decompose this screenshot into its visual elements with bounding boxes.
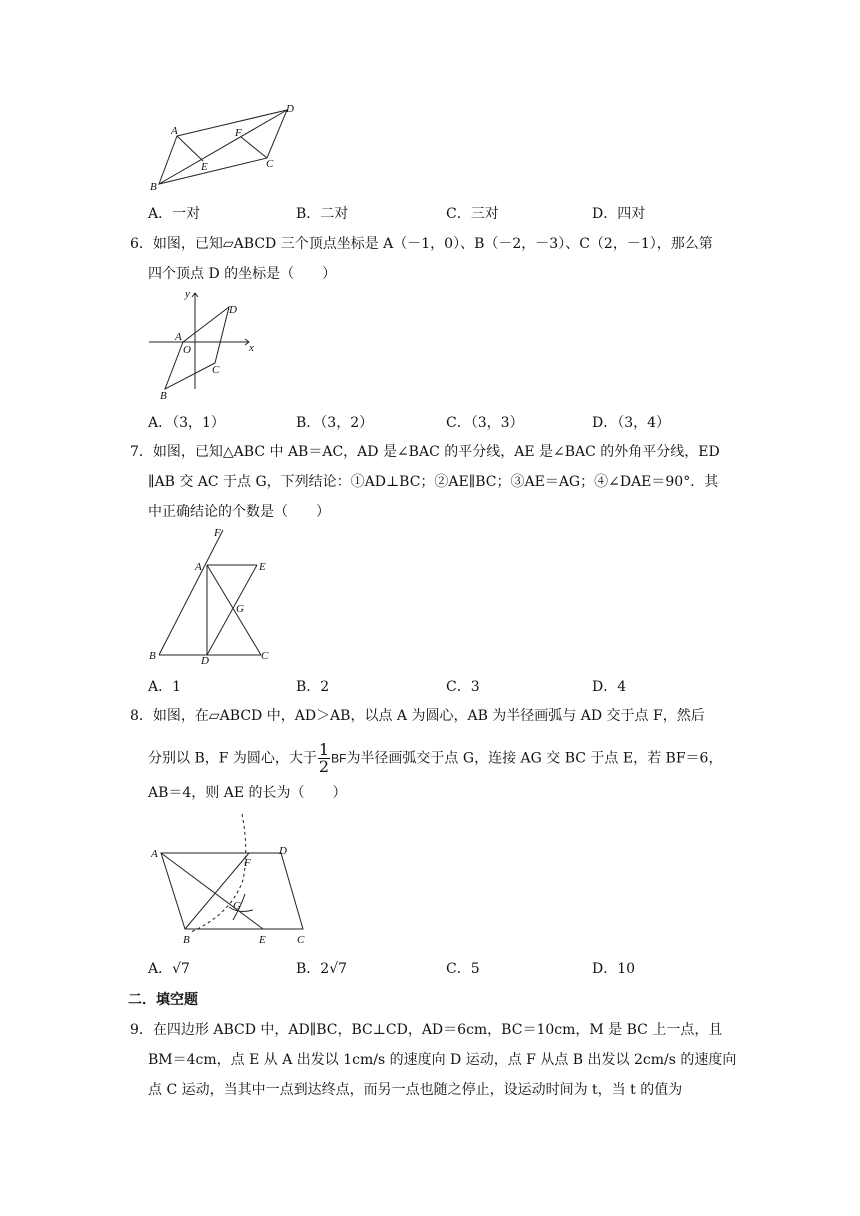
q8-fraction-denominator: 2 bbox=[318, 757, 330, 776]
q8-line-3: AB＝4，则 AE 的长为（ ） bbox=[148, 785, 347, 801]
q5-label-b: B bbox=[150, 181, 157, 193]
q6-line-1: 6．如图，已知▱ABCD 三个顶点坐标是 A（－1，0）、B（－2，－3）、C（2，－1），那么第 bbox=[130, 236, 713, 252]
q7-label-d: D bbox=[201, 655, 209, 667]
q8-label-c: C bbox=[297, 934, 305, 946]
q6-option-d: D．（3，4） bbox=[592, 415, 671, 431]
q7-label-f: F bbox=[214, 527, 221, 539]
q8-line-2 bbox=[148, 742, 722, 775]
q7-line-1: 7．如图，已知△ABC 中 AB＝AC，AD 是∠BAC 的平分线，AE 是∠BAC 的外角平分线，ED bbox=[130, 444, 720, 460]
q8-label-f: F bbox=[244, 857, 251, 869]
q5-label-c: C bbox=[266, 158, 274, 170]
q8-label-g: G bbox=[233, 900, 241, 912]
q8-fraction bbox=[318, 742, 330, 775]
q5-label-e: E bbox=[201, 161, 208, 173]
q8-option-d: D．10 bbox=[592, 961, 636, 977]
q6-coordinate-figure bbox=[145, 285, 265, 405]
q6-label-b: B bbox=[160, 390, 167, 402]
q5-label-a: A bbox=[171, 125, 178, 137]
q8-line-1: 8．如图，在▱ABCD 中，AD＞AB，以点 A 为圆心，AB 为半径画弧与 AD 交于点 F，然后 bbox=[130, 708, 705, 724]
q7-label-a: A bbox=[195, 561, 202, 573]
q8-fraction-tail: BF bbox=[331, 751, 347, 766]
q7-label-c: C bbox=[261, 650, 269, 662]
q7-option-d: D．4 bbox=[592, 679, 627, 695]
q7-line-2: ∥AB 交 AC 于点 G，下列结论：①AD⊥BC；②AE∥BC；③AE＝AG；④∠DAE＝90°．其 bbox=[148, 474, 719, 490]
q8-label-b: B bbox=[183, 934, 190, 946]
q8-line-2-start: 分别以 B，F 为圆心，大于 bbox=[148, 750, 317, 767]
q6-label-c: C bbox=[212, 364, 220, 376]
q9-line-3: 点 C 运动，当其中一点到达终点，而另一点也随之停止，设运动时间为 t，当 t 的值为 bbox=[148, 1082, 683, 1098]
q5-option-c: C．三对 bbox=[446, 206, 499, 222]
q6-option-a: A．（3，1） bbox=[148, 415, 225, 431]
q5-label-d: D bbox=[286, 103, 294, 115]
q7-triangle-figure bbox=[145, 528, 285, 668]
q8-option-b: B．2√7 bbox=[296, 961, 348, 977]
q7-label-g: G bbox=[236, 603, 244, 615]
q6-label-y: y bbox=[185, 288, 190, 300]
q8-line-2-end: 为半径画弧交于点 G，连接 AG 交 BC 于点 E，若 BF＝6， bbox=[346, 750, 723, 767]
q7-line-3: 中正确结论的个数是（ ） bbox=[148, 504, 330, 520]
q5-parallelogram-figure bbox=[145, 100, 305, 195]
q6-option-b: B．（3，2） bbox=[296, 415, 374, 431]
q5-option-d: D．四对 bbox=[592, 206, 646, 222]
q6-option-c: C．（3，3） bbox=[446, 415, 524, 431]
q9-line-2: BM＝4cm，点 E 从 A 出发以 1cm/s 的速度向 D 运动，点 F 从点 B 出发以 2cm/s 的速度向 bbox=[148, 1052, 737, 1068]
q8-fraction-numerator: 1 bbox=[318, 740, 330, 759]
q6-label-o: O bbox=[183, 344, 191, 356]
q7-label-e: E bbox=[259, 561, 266, 573]
q6-label-d: D bbox=[229, 304, 237, 316]
q5-option-b: B．二对 bbox=[296, 206, 349, 222]
q7-option-c: C．3 bbox=[446, 679, 480, 695]
q5-option-a: A．一对 bbox=[148, 206, 201, 222]
q6-label-a: A bbox=[175, 331, 182, 343]
q8-label-a: A bbox=[151, 848, 158, 860]
q5-label-f: F bbox=[235, 127, 242, 139]
q6-line-2: 四个顶点 D 的坐标是（ ） bbox=[148, 266, 337, 282]
section-heading: 二．填空题 bbox=[128, 992, 198, 1008]
q7-option-b: B．2 bbox=[296, 679, 330, 695]
q6-label-x: x bbox=[249, 342, 254, 354]
q8-option-a: A．√7 bbox=[148, 961, 190, 977]
q8-label-e: E bbox=[259, 934, 266, 946]
q7-option-a: A．1 bbox=[148, 679, 182, 695]
q9-line-1: 9．在四边形 ABCD 中，AD∥BC，BC⊥CD，AD＝6cm，BC＝10cm，M 是 BC 上一点，且 bbox=[130, 1022, 723, 1038]
q8-construction-figure bbox=[145, 810, 315, 950]
q8-label-d: D bbox=[279, 845, 287, 857]
q8-option-c: C．5 bbox=[446, 961, 480, 977]
q7-label-b: B bbox=[149, 650, 156, 662]
